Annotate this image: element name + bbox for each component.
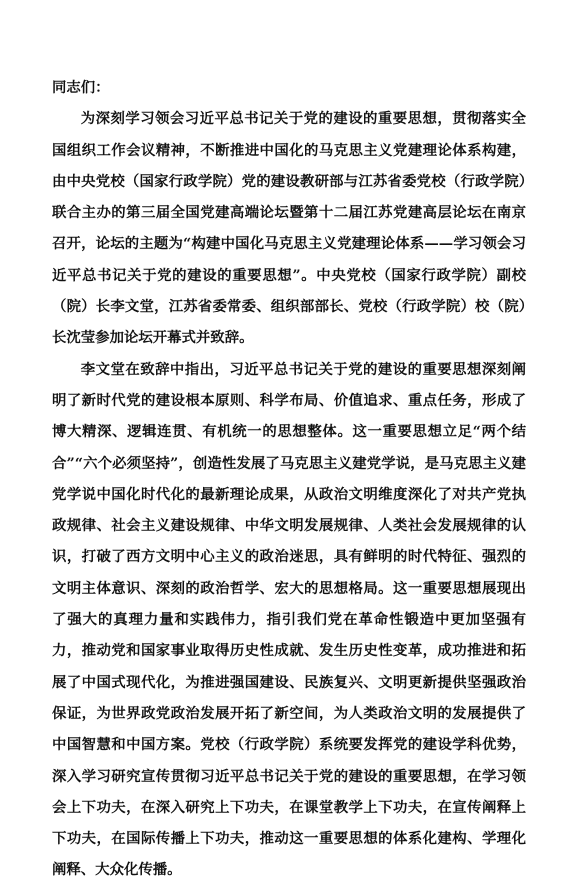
document-body <box>52 72 526 886</box>
paragraph-forum-intro: 为深刻学习领会习近平总书记关于党的建设的重要思想，贯彻落实全国组织工作会议精神，不断推进中国化的马克思主义党建理论体系构建，由中央党校（国家行政学院）党的建设教研部与江苏省委党校（行政学院）联合主办的第三届全国党建高端论坛暨第十二届江苏党建高层论坛在南京召开，论坛的主题为“构建中国化马克思主义党建理论体系——学习领会习近平总书记关于党的建设的重要思想”。中央党校（国家行政学院）副校（院）长李文堂，江苏省委常委、组织部部长、党校（行政学院）校（院）长沈莹参加论坛开幕式并致辞。 <box>52 110 526 347</box>
paragraph-speech-summary: 李文堂在致辞中指出，习近平总书记关于党的建设的重要思想深刻阐明了新时代党的建设根本原则、科学布局、价值追求、重点任务，形成了博大精深、逻辑连贯、有机统一的思想整体。这一重要思想立足“两个结合”“六个必须坚持”，创造性发展了马克思主义建党学说，是马克思主义建党学说中国化时代化的最新理论成果，从政治文明维度深化了对共产党执政规律、社会主义建设规律、中华文明发展规律、人类社会发展规律的认识，打破了西方文明中心主义的政治迷思，具有鲜明的时代特征、强烈的文明主体意识、深刻的政治哲学、宏大的思想格局。这一重要思想展现出了强大的真理力量和实践伟力，指引我们党在革命性锻造中更加坚强有力，推动党和国家事业取得历史性成就、发生历史性变革，成功推进和拓展了中国式现代化，为推进强国建设、民族复兴、文明更新提供坚强政治保证，为世界政党政治发展开拓了新空间，为人类政治文明的发展提供了中国智慧和中国方案。党校（行政学院）系统要发挥党的建设学科优势，深入学习研究宣传贯彻习近平总书记关于党的建设的重要思想，在学习领会上下功夫，在深入研究上下功夫，在课堂教学上下功夫，在宣传阐释上下功夫，在国际传播上下功夫，推动这一重要思想的体系化建构、学理化阐释、大众化传播。 <box>52 360 526 879</box>
greeting: 同志们： <box>52 79 110 96</box>
